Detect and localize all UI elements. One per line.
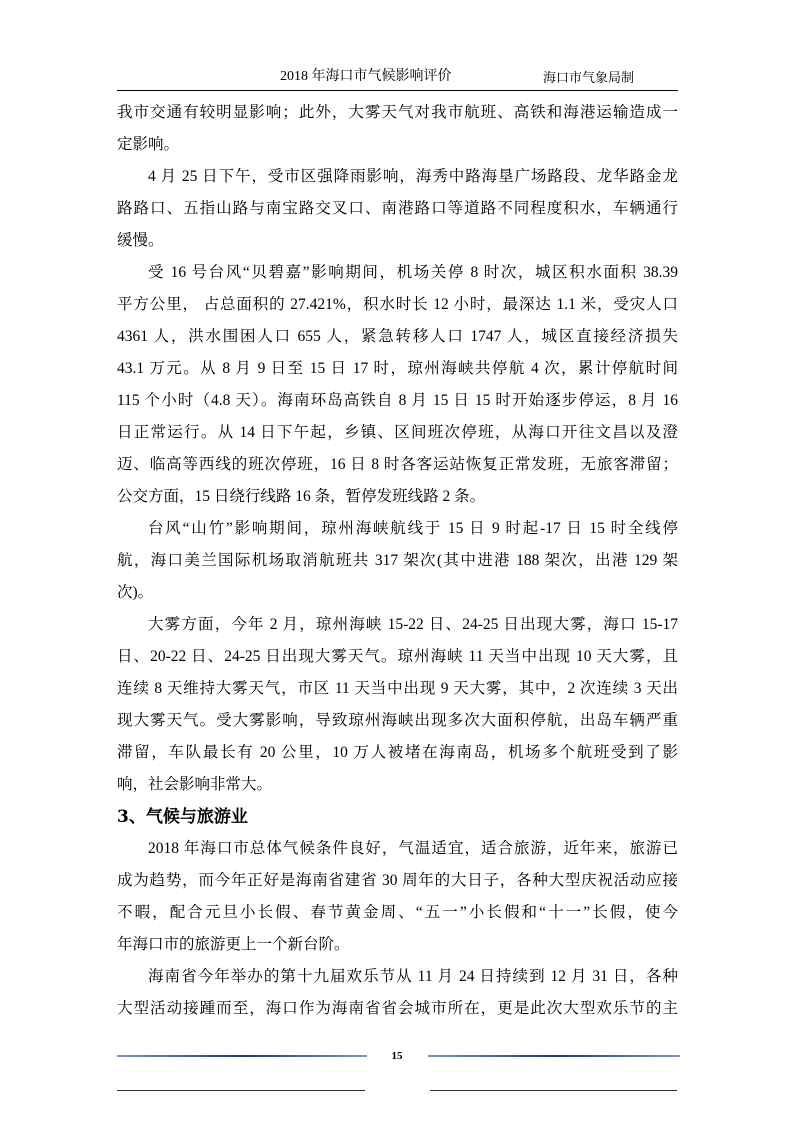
body-text [117,97,678,1025]
paragraph-line: 航，海口美兰国际机场取消航班共 317 架次(其中进港 188 架次，出港 129 架 [117,552,678,569]
paragraph-line: 受 16 号台风“贝碧嘉”影响期间，机场关停 8 时次，城区积水面积 38.39 [148,264,678,281]
paragraph-line: 海南省今年举办的第十九届欢乐节从 11 月 24 日持续到 12 月 31 日，各种 [148,968,678,985]
paragraph-line: 响，社会影响非常大。 [117,776,273,793]
paragraph-line: 4 月 25 日下午，受市区强降雨影响，海秀中路海垦广场路段、龙华路金龙 [148,168,678,185]
paragraph-line: 现大雾天气。受大雾影响，导致琼州海峡出现多次大面积停航，出岛车辆严重 [117,712,678,729]
paragraph-line: 平方公里， 占总面积的 27.421%，积水时长 12 小时，最深达 1.1 米，受灾人口 [117,296,678,313]
paragraph-tourism [117,833,678,961]
paragraph-line: 次)。 [117,584,154,601]
paragraph-line: 4361 人，洪水围困人口 655 人，紧急转移人口 1747 人，城区直接经济损失 [117,328,678,345]
header-title: 2018 年海口市气候影响评价 [280,69,452,84]
footer-right-underline [430,1090,677,1091]
header-organization: 海口市气象局制 [543,70,635,85]
paragraph-continued [117,97,678,161]
paragraph-fog [117,609,678,801]
footer-left-rule [117,1055,367,1057]
paragraph-festival [117,961,678,1025]
paragraph-line: 公交方面，15 日绕行线路 16 条，暂停发班线路 2 条。 [117,488,486,505]
paragraph-line: 43.1 万元。从 8 月 9 日至 15 日 17 时，琼州海峡共停航 4 次，累计停航时间 [117,360,678,377]
paragraph-line: 大雾方面，今年 2 月，琼州海峡 15-22 日、24-25 日出现大雾，海口 15-17 [148,616,678,633]
section-heading: 3、气候与旅游业 [117,807,248,827]
header-divider [117,90,678,91]
paragraph-line: 定影响。 [117,136,180,153]
paragraph-line: 路路口、五指山路与南宝路交叉口、南港路口等道路不同程度积水，车辆通行 [117,200,678,217]
paragraph-line: 迈、临高等西线的班次停班，16 日 8 时各客运站恢复正常发班，无旅客滞留； [117,456,678,473]
paragraph-rainstorm [117,161,678,257]
paragraph-typhoon-mangkhut [117,513,678,609]
paragraph-line: 大型活动接踵而至，海口作为海南省省会城市所在，更是此次大型欢乐节的主 [117,1000,678,1017]
footer-right-rule [428,1055,680,1057]
paragraph-line: 台风“山竹”影响期间，琼州海峡航线于 15 日 9 时起-17 日 15 时全线停 [148,520,678,537]
paragraph-line: 2018 年海口市总体气候条件良好，气温适宜，适合旅游，近年来，旅游已 [148,840,678,857]
paragraph-line: 日正常运行。从 14 日下午起，乡镇、区间班次停班，从海口开往文昌以及澄 [117,424,678,441]
paragraph-line: 日、20-22 日、24-25 日出现大雾天气。琼州海峡 11 天当中出现 10 天大雾，且 [117,648,678,665]
footer-left-underline [117,1090,365,1091]
paragraph-line: 115 个小时（4.8 天）。海南环岛高铁自 8 月 15 日 15 时开始逐步停运，8 月 16 [117,392,678,409]
paragraph-line: 成为趋势，而今年正好是海南省建省 30 周年的大日子，各种大型庆祝活动应接 [117,872,678,889]
paragraph-line: 年海口市的旅游更上一个新台阶。 [117,936,350,953]
paragraph-line: 不暇，配合元旦小长假、春节黄金周、“五一”小长假和“十一”长假，使今 [117,904,678,921]
paragraph-typhoon-barijat [117,257,678,513]
paragraph-line: 缓慢。 [117,232,164,249]
paragraph-line: 滞留，车队最长有 20 公里，10 万人被堵在海南岛，机场多个航班受到了影 [117,744,678,761]
paragraph-line: 连续 8 天维持大雾天气，市区 11 天当中出现 9 天大雾，其中，2 次连续 3 天出 [117,680,678,697]
paragraph-line: 我市交通有较明显影响；此外，大雾天气对我市航班、高铁和海港运输造成一 [117,104,678,121]
page-number: 15 [391,1050,403,1062]
